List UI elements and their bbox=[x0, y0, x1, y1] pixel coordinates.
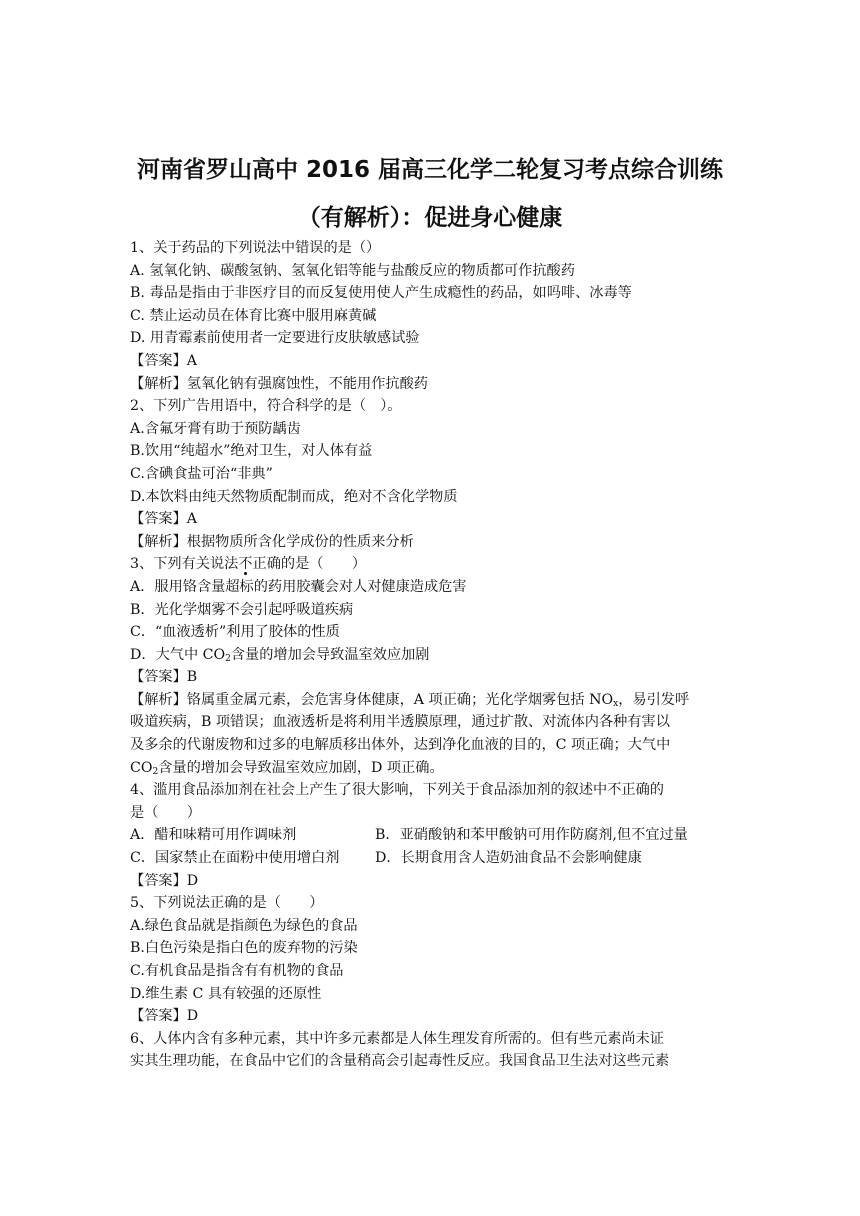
question-4-answer: 【答案】D bbox=[130, 872, 199, 889]
question-3-option-c: C．“血液透析”利用了胶体的性质 bbox=[130, 624, 340, 641]
question-3-analysis-line-1 bbox=[130, 689, 736, 712]
question-1-analysis: 【解析】氢氧化钠有强腐蚀性，不能用作抗酸药 bbox=[130, 375, 428, 392]
question-2-stem: 2、下列广告用语中，符合科学的是（ ）。 bbox=[130, 398, 402, 415]
question-5-option-b: B.白色污染是指白色的废弃物的污染 bbox=[130, 940, 358, 957]
question-1-stem: 1、关于药品的下列说法中错误的是（） bbox=[130, 240, 381, 256]
subscript: 2 bbox=[152, 766, 159, 777]
question-4-option-a: A．醋和味精可用作调味剂 bbox=[130, 827, 297, 844]
question-5-option-d: D.维生素 C 具有较强的还原性 bbox=[130, 985, 322, 1002]
analysis-text: CO bbox=[130, 759, 153, 776]
question-4-option-b: B．亚硝酸钠和苯甲酸钠可用作防腐剂,但不宜过量 bbox=[375, 827, 688, 844]
stem-text: 3、下列有关说法 bbox=[130, 556, 239, 573]
question-1-answer: 【答案】A bbox=[130, 352, 197, 369]
question-3-option-a: A．服用铬含量超标的药用胶囊会对人对健康造成危害 bbox=[130, 578, 467, 595]
question-6-stem-line-1: 6、人体内含有多种元素，其中许多元素都是人体生理发育所需的。但有些元素尚未证 bbox=[130, 1030, 664, 1047]
question-4-stem-line-1: 4、滥用食品添加剂在社会上产生了很大影响，下列关于食品添加剂的叙述中不正确的 bbox=[130, 782, 664, 799]
question-1-option-d: D. 用青霉素前使用者一定要进行皮肤敏感试验 bbox=[130, 330, 420, 347]
question-3-stem bbox=[130, 553, 736, 576]
question-5-option-a: A.绿色食品就是指颜色为绿色的食品 bbox=[130, 917, 358, 934]
analysis-text: 【解析】铬属重金属元素，会危害身体健康，A 项正确；光化学烟雾包括 NO bbox=[130, 691, 614, 708]
question-5-option-c: C.有机食品是指含有有机物的食品 bbox=[130, 963, 344, 979]
emphasis-dot-char: 不 bbox=[238, 556, 253, 573]
subscript: 2 bbox=[225, 653, 231, 664]
question-3-option-b: B．光化学烟雾不会引起呼吸道疾病 bbox=[130, 601, 354, 618]
question-6-stem-line-2: 实其生理功能，在食品中它们的含量稍高会引起毒性反应。我国食品卫生法对这些元素 bbox=[130, 1053, 670, 1070]
question-3-answer: 【答案】B bbox=[130, 669, 198, 686]
question-2-option-a: A.含氟牙膏有助于预防龋齿 bbox=[130, 420, 301, 437]
question-4-options-row-1 bbox=[130, 824, 736, 847]
question-3-analysis-line-3: 及多余的代谢废物和过多的电解质移出体外，达到净化血液的目的，C 项正确；大气中 bbox=[130, 737, 671, 754]
question-1-option-c: C. 禁止运动员在体育比赛中服用麻黄碱 bbox=[130, 307, 377, 324]
question-4-options-row-2 bbox=[130, 847, 736, 870]
option-text: D．大气中 CO bbox=[130, 646, 226, 663]
question-1-option-b: B. 毒品是指由于非医疗目的而反复使用使人产生成瘾性的药品，如吗啡、冰毒等 bbox=[130, 285, 632, 302]
question-3-analysis-line-4 bbox=[130, 757, 736, 780]
subscript: x bbox=[613, 698, 619, 709]
question-2-analysis: 【解析】根据物质所含化学成份的性质来分析 bbox=[130, 533, 414, 550]
analysis-text: ，易引发呼 bbox=[618, 691, 690, 708]
question-3-analysis-line-2: 吸道疾病，B 项错误；血液透析是将利用半透膜原理，通过扩散、对流体内各种有害以 bbox=[130, 714, 670, 731]
question-1-option-a: A. 氢氧化钠、碳酸氢钠、氢氧化铝等能与盐酸反应的物质都可作抗酸药 bbox=[130, 262, 575, 279]
stem-text: 正确的是（ ） bbox=[252, 556, 367, 573]
question-5-answer: 【答案】D bbox=[130, 1008, 199, 1025]
option-text: 含量的增加会导致温室效应加剧 bbox=[230, 646, 430, 663]
question-2-option-c: C.含碘食盐可治“非典” bbox=[130, 465, 273, 482]
question-4-option-d: D．长期食用含人造奶油食品不会影响健康 bbox=[375, 850, 642, 867]
question-4-option-c: C．国家禁止在面粉中使用增白剂 bbox=[130, 850, 340, 867]
document-body bbox=[130, 237, 736, 1073]
question-2-answer: 【答案】A bbox=[130, 511, 197, 528]
question-3-option-d bbox=[130, 644, 736, 667]
question-2-option-b: B.饮用“纯超水”绝对卫生，对人体有益 bbox=[130, 443, 373, 460]
question-2-option-d: D.本饮料由纯天然物质配制而成，绝对不含化学物质 bbox=[130, 488, 458, 505]
analysis-text: 含量的增加会导致温室效应加剧，D 项正确。 bbox=[158, 759, 444, 776]
page-title: 河南省罗山高中 2016 届高三化学二轮复习考点综合训练（有解析）：促进身心健康 bbox=[136, 157, 724, 231]
question-5-stem: 5、下列说法正确的是（ ） bbox=[130, 895, 324, 912]
question-4-stem-line-2: 是（ ） bbox=[130, 804, 201, 821]
